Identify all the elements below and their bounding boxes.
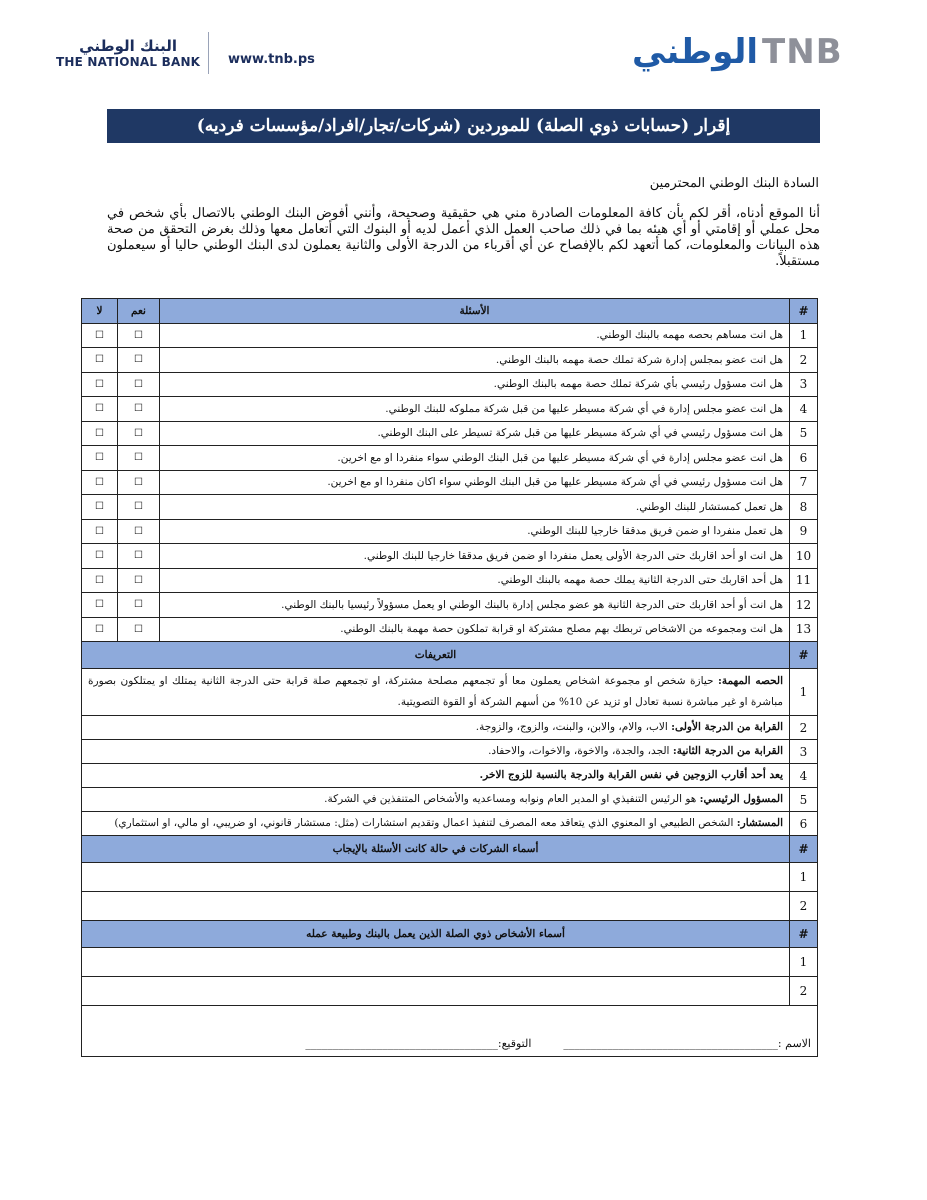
name-field[interactable]: _______________________________________ — [563, 1037, 778, 1050]
no-checkbox[interactable]: ☐ — [82, 568, 118, 593]
question-text: هل انت أو أحد اقاربك حتى الدرجة الثانية هو عضو مجلس إدارة بالبنك الوطني او يعمل مسؤولاً رئيسيا بالبنك الوطني. — [160, 593, 790, 618]
question-row — [82, 495, 818, 520]
yes-checkbox[interactable]: ☐ — [118, 495, 160, 520]
bank-logo-right — [632, 28, 872, 76]
yes-checkbox[interactable]: ☐ — [118, 617, 160, 642]
question-number: 1 — [790, 323, 818, 348]
website-link[interactable]: www.tnb.ps — [228, 52, 315, 67]
yes-checkbox[interactable]: ☐ — [118, 544, 160, 569]
signature-label: التوقيع: — [497, 1037, 532, 1050]
question-number: 3 — [790, 372, 818, 397]
companies-header: أسماء الشركات في حالة كانت الأسئلة بالإيجاب — [82, 836, 790, 863]
yes-checkbox[interactable]: ☐ — [118, 323, 160, 348]
logo-right-arabic: الوطني — [632, 32, 759, 72]
no-checkbox[interactable]: ☐ — [82, 323, 118, 348]
bank-logo-left — [56, 38, 200, 69]
question-text: هل انت مساهم بحصه مهمه بالبنك الوطني. — [160, 323, 790, 348]
question-text: هل انت او أحد اقاربك حتى الدرجة الأولى يعمل منفردا او ضمن فريق مدققا خارجيا للبنك الوطني. — [160, 544, 790, 569]
yes-checkbox[interactable]: ☐ — [118, 593, 160, 618]
question-text: هل انت عضو بمجلس إدارة شركة تملك حصة مهمه بالبنك الوطني. — [160, 348, 790, 373]
definition-number: 1 — [790, 669, 818, 716]
question-row — [82, 544, 818, 569]
col-questions-header: الأسئلة — [160, 299, 790, 324]
definition-text — [82, 716, 790, 740]
definition-term: القرابة من الدرجة الأولى: — [671, 721, 783, 733]
question-row — [82, 568, 818, 593]
question-number: 8 — [790, 495, 818, 520]
definition-number: 6 — [790, 812, 818, 836]
question-number: 11 — [790, 568, 818, 593]
no-checkbox[interactable]: ☐ — [82, 617, 118, 642]
question-row — [82, 617, 818, 642]
questions-header-row — [82, 299, 818, 324]
definitions-header: التعريفات — [82, 642, 790, 669]
yes-checkbox[interactable]: ☐ — [118, 397, 160, 422]
companies-body — [82, 863, 818, 921]
no-checkbox[interactable]: ☐ — [82, 348, 118, 373]
question-text: هل انت عضو مجلس إدارة في أي شركة مسيطر عليها من قبل البنك الوطني سواء منفردا او مع اخرين. — [160, 446, 790, 471]
definition-number: 4 — [790, 764, 818, 788]
header-divider — [208, 32, 209, 74]
definition-row — [82, 716, 818, 740]
persons-body — [82, 948, 818, 1006]
definition-text — [82, 812, 790, 836]
persons-header-row — [82, 921, 818, 948]
definition-row — [82, 669, 818, 716]
definition-number: 3 — [790, 740, 818, 764]
definition-body: حيازة شخص او مجموعة اشخاص يعملون معا أو تجمعهم مصلحة مشتركة، او تجمعهم صلة قرابة حتى الدرجة الثانية يمتلك او يمتلكون بصورة مباشرة او غير مباشرة نسبة تعادل او تزيد عن 10% من أسهم الشركة أو القوة التصويتية. — [88, 675, 783, 708]
col-no-header: لا — [82, 299, 118, 324]
page-header — [0, 28, 927, 88]
person-entry-input[interactable] — [82, 977, 790, 1006]
person-entry-row — [82, 977, 818, 1006]
question-text: هل تعمل منفردا او ضمن فريق مدققا خارجيا للبنك الوطني. — [160, 519, 790, 544]
definition-term: المستشار: — [736, 817, 783, 829]
yes-checkbox[interactable]: ☐ — [118, 372, 160, 397]
definitions-body — [82, 669, 818, 836]
yes-checkbox[interactable]: ☐ — [118, 568, 160, 593]
question-row — [82, 372, 818, 397]
question-number: 4 — [790, 397, 818, 422]
definition-body: الجد، والجدة، والاخوة، والاخوات، والاحفاد. — [488, 745, 673, 757]
question-number: 12 — [790, 593, 818, 618]
yes-checkbox[interactable]: ☐ — [118, 348, 160, 373]
question-text: هل أحد اقاربك حتى الدرجة الثانية يملك حصة مهمه بالبنك الوطني. — [160, 568, 790, 593]
question-row — [82, 446, 818, 471]
definition-text — [82, 740, 790, 764]
definition-term: المسؤول الرئيسي: — [699, 793, 783, 805]
question-row — [82, 470, 818, 495]
companies-header-row — [82, 836, 818, 863]
salutation: السادة البنك الوطني المحترمين — [649, 176, 819, 191]
no-checkbox[interactable]: ☐ — [82, 519, 118, 544]
definition-text — [82, 764, 790, 788]
definitions-number-header: # — [790, 642, 818, 669]
no-checkbox[interactable]: ☐ — [82, 397, 118, 422]
yes-checkbox[interactable]: ☐ — [118, 421, 160, 446]
definition-number: 2 — [790, 716, 818, 740]
no-checkbox[interactable]: ☐ — [82, 593, 118, 618]
question-row — [82, 593, 818, 618]
definition-row — [82, 812, 818, 836]
definition-term: الحصه المهمة: — [717, 675, 784, 687]
col-number-header: # — [790, 299, 818, 324]
question-row — [82, 421, 818, 446]
definition-row — [82, 740, 818, 764]
definition-row — [82, 788, 818, 812]
signature-cell — [82, 1006, 818, 1057]
question-number: 7 — [790, 470, 818, 495]
persons-header: أسماء الأشخاص ذوي الصلة الذين يعمل بالبنك وطبيعة عمله — [82, 921, 790, 948]
question-row — [82, 397, 818, 422]
name-label: الاسم : — [777, 1037, 811, 1050]
company-entry-number: 2 — [790, 892, 818, 921]
definition-term: يعد أحد أقارب الزوجين في نفس القرابة والدرجة بالنسبة للزوج الاخر. — [479, 769, 783, 781]
definition-text — [82, 669, 790, 716]
no-checkbox[interactable]: ☐ — [82, 470, 118, 495]
no-checkbox[interactable]: ☐ — [82, 544, 118, 569]
definition-term: القرابة من الدرجة الثانية: — [672, 745, 783, 757]
yes-checkbox[interactable]: ☐ — [118, 446, 160, 471]
logo-right-tnb: TNB — [762, 32, 843, 72]
questions-body — [82, 323, 818, 642]
company-entry-input[interactable] — [82, 892, 790, 921]
definition-number: 5 — [790, 788, 818, 812]
question-text: هل انت مسؤول رئيسي بأي شركة تملك حصة مهمه بالبنك الوطني. — [160, 372, 790, 397]
form-title: إقرار (حسابات ذوي الصلة) للموردين (شركات/تجار/افراد/مؤسسات فرديه) — [107, 109, 820, 143]
yes-checkbox[interactable]: ☐ — [118, 470, 160, 495]
question-number: 2 — [790, 348, 818, 373]
definition-body: هو الرئيس التنفيذي او المدير العام ونوابه ومساعديه والأشخاص المتنفذين في الشركة. — [324, 793, 700, 805]
col-yes-header: نعم — [118, 299, 160, 324]
no-checkbox[interactable]: ☐ — [82, 372, 118, 397]
question-row — [82, 519, 818, 544]
logo-left-english: THE NATIONAL BANK — [56, 55, 201, 69]
company-entry-row — [82, 892, 818, 921]
question-text: هل انت ومجموعه من الاشخاص تربطك بهم مصلح مشتركة او قرابة تملكون حصة مهمة بالبنك الوطني. — [160, 617, 790, 642]
company-entry-row — [82, 863, 818, 892]
question-number: 6 — [790, 446, 818, 471]
question-text: هل تعمل كمستشار للبنك الوطني. — [160, 495, 790, 520]
intro-paragraph: أنا الموقع أدناه، أقر لكم بأن كافة المعلومات الصادرة مني هي حقيقية وصحيحة، وأنني أفوض البنك الوطني بالاتصال بأي شخص في محل عملي أو إقامتي أو أي هيئه بما في ذلك صاحب العمل الذي أعمل لديه أو البنوك التي أتعامل معها وذلك بغرض التحقق من صحة هذه البيانات والمعلومات، كما أتعهد لكم بالإفصاح عن أي أقرباء من الدرجة الأولى والثانية يعملون لدى البنك الوطني حاليا أو سيعملون مستقبلاً. — [107, 206, 820, 269]
definition-body: الاب، والام، والابن، والبنت، والزوج، والزوجة. — [475, 721, 672, 733]
companies-number-header: # — [790, 836, 818, 863]
signature-row — [82, 1006, 818, 1057]
persons-number-header: # — [790, 921, 818, 948]
person-entry-row — [82, 948, 818, 977]
definition-body: الشخص الطبيعي او المعنوي الذي يتعاقد معه المصرف لتنفيذ اعمال وتقديم استشارات (مثل: مستشار قانوني، او ضريبي، او مالي، او استثماري) — [114, 817, 737, 829]
question-number: 9 — [790, 519, 818, 544]
person-entry-number: 2 — [790, 977, 818, 1006]
question-text: هل انت مسؤول رئيسي في أي شركة مسيطر عليها من قبل البنك الوطني سواء اكان منفردا او مع اخرين. — [160, 470, 790, 495]
question-number: 5 — [790, 421, 818, 446]
question-row — [82, 323, 818, 348]
no-checkbox[interactable]: ☐ — [82, 421, 118, 446]
signature-field[interactable]: ___________________________________ — [305, 1037, 498, 1050]
no-checkbox[interactable]: ☐ — [82, 446, 118, 471]
question-row — [82, 348, 818, 373]
company-entry-input[interactable] — [82, 863, 790, 892]
logo-left-arabic: البنك الوطني — [79, 37, 177, 55]
question-number: 10 — [790, 544, 818, 569]
definition-text — [82, 788, 790, 812]
no-checkbox[interactable]: ☐ — [82, 495, 118, 520]
person-entry-number: 1 — [790, 948, 818, 977]
definitions-header-row — [82, 642, 818, 669]
declaration-table — [81, 298, 818, 1057]
question-number: 13 — [790, 617, 818, 642]
company-entry-number: 1 — [790, 863, 818, 892]
yes-checkbox[interactable]: ☐ — [118, 519, 160, 544]
definition-row — [82, 764, 818, 788]
question-text: هل انت عضو مجلس إدارة في أي شركة مسيطر عليها من قبل شركة مملوكه للبنك الوطني. — [160, 397, 790, 422]
person-entry-input[interactable] — [82, 948, 790, 977]
question-text: هل انت مسؤول رئيسي في أي شركة مسيطر عليها من قبل شركة تسيطر على البنك الوطني. — [160, 421, 790, 446]
